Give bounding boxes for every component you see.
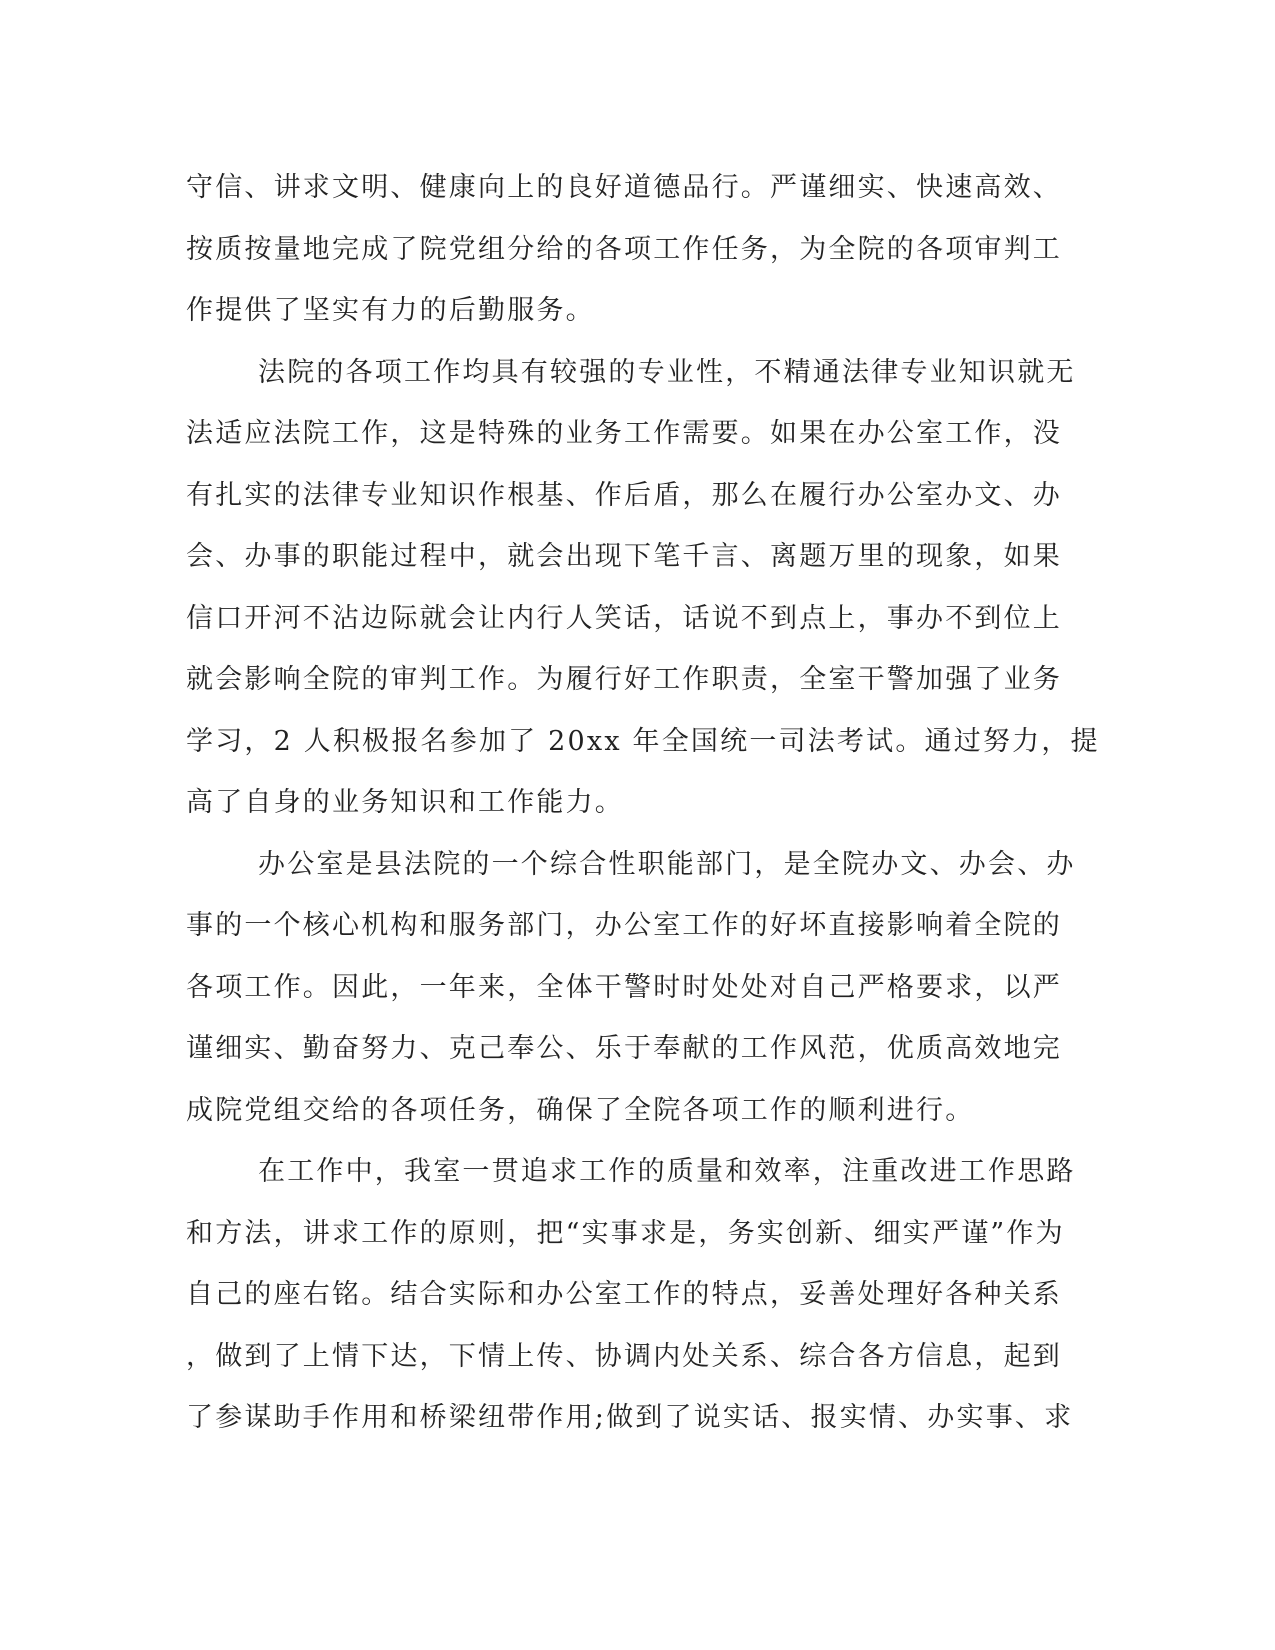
text-line: 自己的座右铭。结合实际和办公室工作的特点，妥善处理好各种关系 bbox=[186, 1279, 1062, 1310]
text-line: 作提供了坚实有力的后勤服务。 bbox=[186, 295, 595, 326]
text-line: 信口开河不沾边际就会让内行人笑话，话说不到点上，事办不到位上 bbox=[186, 602, 1062, 634]
text-line: 会、办事的职能过程中，就会出现下笔千言、离题万里的现象，如果 bbox=[186, 541, 1062, 572]
text-line: 各项工作。因此，一年来，全体干警时时处处对自己严格要求，以严 bbox=[186, 971, 1062, 1003]
text-line: 法适应法院工作，这是特殊的业务工作需要。如果在办公室工作，没 bbox=[186, 418, 1062, 449]
body-text bbox=[186, 157, 1100, 1449]
text-line: 有扎实的法律专业知识作根基、作后盾，那么在履行办公室办文、办 bbox=[186, 479, 1062, 511]
text-line: 和方法，讲求工作的原则，把“实事求是，务实创新、细实严谨”作为 bbox=[186, 1217, 1065, 1249]
text-line: 学习，2 人积极报名参加了 20xx 年全国统一司法考试。通过努力，提 bbox=[186, 725, 1100, 757]
paragraph-first-line: 办公室是县法院的一个综合性职能部门，是全院办文、办会、办 bbox=[258, 848, 1076, 880]
text-line: 就会影响全院的审判工作。为履行好工作职责，全室干警加强了业务 bbox=[186, 664, 1062, 695]
text-line: 高了自身的业务知识和工作能力。 bbox=[186, 787, 624, 818]
paragraph-first-line: 法院的各项工作均具有较强的专业性，不精通法律专业知识就无 bbox=[258, 356, 1076, 388]
paragraph-first-line: 在工作中，我室一贯追求工作的质量和效率，注重改进工作思路 bbox=[258, 1156, 1076, 1187]
text-line: 按质按量地完成了院党组分给的各项工作任务，为全院的各项审判工 bbox=[186, 233, 1062, 265]
text-line: 事的一个核心机构和服务部门，办公室工作的好坏直接影响着全院的 bbox=[186, 910, 1062, 941]
text-line: 了参谋助手作用和桥梁纽带作用;做到了说实话、报实情、办实事、求 bbox=[186, 1402, 1074, 1433]
text-line: 成院党组交给的各项任务，确保了全院各项工作的顺利进行。 bbox=[186, 1094, 975, 1126]
text-line: 谨细实、勤奋努力、克己奉公、乐于奉献的工作风范，优质高效地完 bbox=[186, 1033, 1062, 1064]
text-line: ，做到了上情下达，下情上传、协调内处关系、综合各方信息，起到 bbox=[186, 1340, 1062, 1372]
text-line: 守信、讲求文明、健康向上的良好道德品行。严谨细实、快速高效、 bbox=[186, 172, 1062, 203]
